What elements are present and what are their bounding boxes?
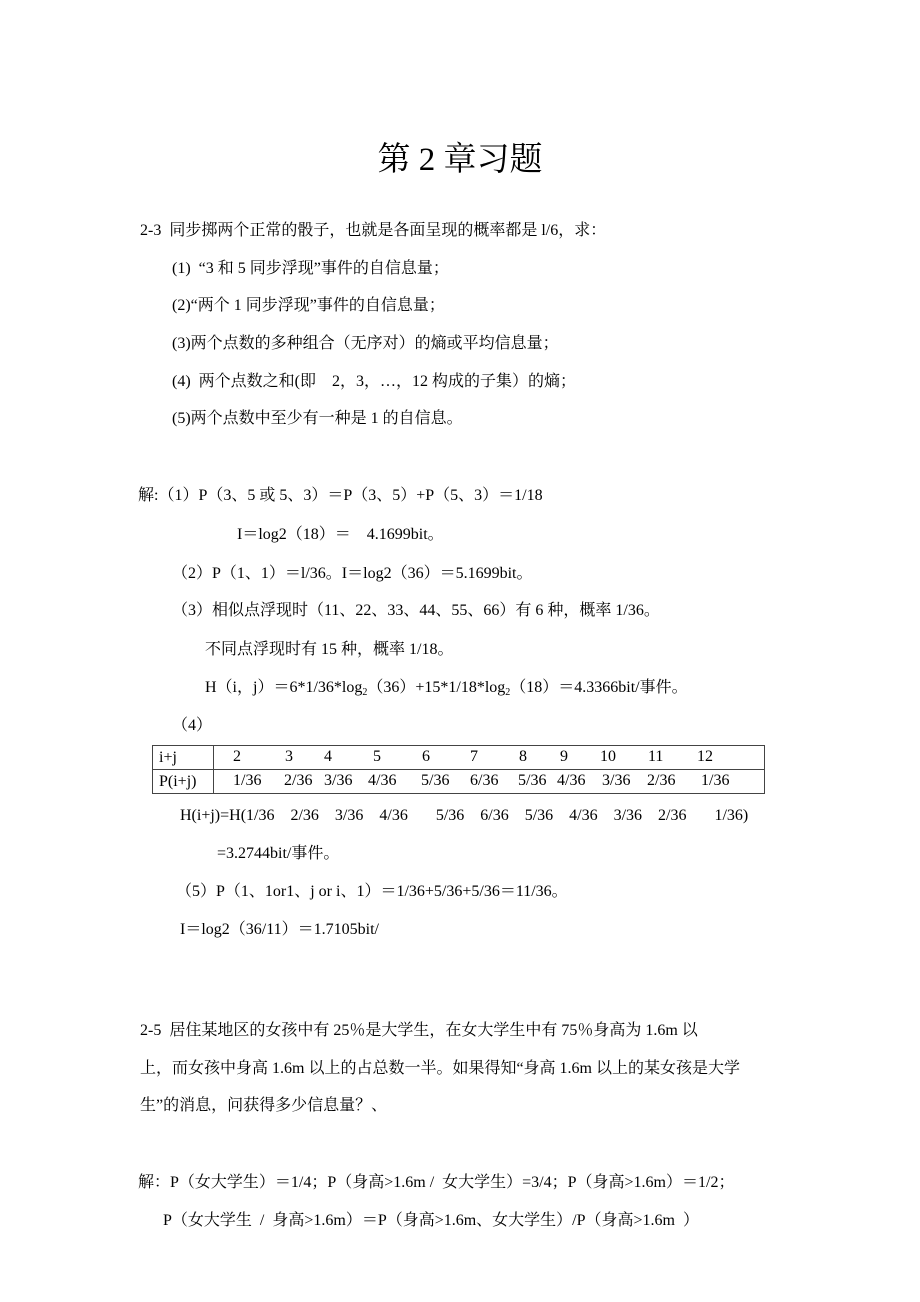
solution-line: 不同点浮现时有 15 种，概率 1/18。 [205, 641, 454, 658]
problem-item: (2)“两个 1 同步浮现”事件的自信息量； [172, 297, 445, 314]
formula-part: （36）+15*1/18*log [367, 679, 506, 696]
table-cell-sum: 5 [373, 748, 381, 765]
row-header: P(i+j) [153, 770, 214, 794]
table-cell-sum: 9 [560, 748, 568, 765]
solution-line: I＝log2（18）＝ 4.1699bit。 [237, 526, 444, 543]
page-title: 第 2 章习题 [377, 142, 543, 178]
subscript: 2 [362, 687, 368, 698]
table-row [153, 746, 765, 770]
solution-line: （2）P（1、1）＝l/36。I＝log2（36）＝5.1699bit。 [172, 565, 533, 582]
table-cell-sum: 11 [648, 748, 664, 765]
table-cell-sum: 7 [470, 748, 478, 765]
table-cell-prob: 2/36 [647, 772, 676, 789]
solution-2-5-line: 解：P（女大学生）＝1/4；P（身高>1.6m / 女大学生）=3/4；P（身高>1.6m）＝1/2； [138, 1174, 735, 1191]
solution-line: H(i+j)=H(1/36 2/36 3/36 4/36 5/36 6/36 5/36 4/36 3/36 2/36 1/36) [180, 807, 749, 824]
table-cell-sum: 2 [233, 748, 241, 765]
table-cell-sum: 12 [697, 748, 713, 765]
solution-line: I＝log2（36/11）＝1.7105bit/ [180, 921, 379, 938]
row-values [214, 770, 765, 794]
table-cell-prob: 5/36 [518, 772, 547, 789]
problem-2-5-line: 2-5 居住某地区的女孩中有 25％是大学生，在女大学生中有 75％身高为 1.6m 以 [140, 1022, 698, 1039]
table-cell-sum: 3 [285, 748, 293, 765]
table-cell-sum: 6 [422, 748, 430, 765]
solution-2-5-line: P（女大学生 / 身高>1.6m）＝P（身高>1.6m、女大学生）/P（身高>1.6m ） [163, 1212, 699, 1229]
row-header: i+j [153, 746, 214, 770]
table-cell-sum: 4 [324, 748, 332, 765]
formula-part: H（i，j）＝6*1/36*log [205, 679, 363, 696]
table-cell-prob: 3/36 [602, 772, 631, 789]
problem-item: (1) “3 和 5 同步浮现”事件的自信息量； [172, 260, 449, 277]
solution-line: =3.2744bit/事件。 [217, 845, 340, 862]
problem-2-5-line: 上，而女孩中身高 1.6m 以上的占总数一半。如果得知“身高 1.6m 以上的某女孩是大学 [140, 1060, 740, 1077]
table-cell-sum: 10 [600, 748, 616, 765]
problem-item: (5)两个点数中至少有一种是 1 的自信息。 [172, 410, 463, 427]
solution-line: （4） [172, 717, 213, 734]
table-cell-prob: 1/36 [233, 772, 262, 789]
problem-item: (4) 两个点数之和(即 2，3，…，12 构成的子集）的熵； [172, 373, 576, 390]
table-cell-prob: 5/36 [421, 772, 450, 789]
problem-2-5-line: 生”的消息，问获得多少信息量？、 [140, 1097, 388, 1114]
formula-part: （18）＝4.3366bit/事件。 [510, 679, 688, 696]
entropy-formula [205, 678, 688, 698]
subscript: 2 [505, 687, 511, 698]
table-cell-sum: 8 [519, 748, 527, 765]
row-values [214, 746, 765, 770]
solution-line: 解:（1）P（3、5 或 5、3）＝P（3、5）+P（5、3）＝1/18 [138, 487, 543, 504]
solution-line: （5）P（1、1or1、j or i、1）＝1/36+5/36+5/36＝11/36。 [176, 883, 568, 900]
table-row [153, 770, 765, 794]
table-cell-prob: 3/36 [324, 772, 353, 789]
probability-table [152, 745, 765, 794]
table-cell-prob: 1/36 [701, 772, 730, 789]
table-cell-prob: 6/36 [470, 772, 499, 789]
problem-item: (3)两个点数的多种组合（无序对）的熵或平均信息量； [172, 335, 559, 352]
table-cell-prob: 4/36 [557, 772, 586, 789]
problem-2-3-statement: 2-3 同步掷两个正常的骰子，也就是各面呈现的概率都是 l/6，求： [140, 222, 607, 239]
table-cell-prob: 4/36 [368, 772, 397, 789]
table-cell-prob: 2/36 [284, 772, 313, 789]
solution-line: （3）相似点浮现时（11、22、33、44、55、66）有 6 种，概率 1/36。 [172, 602, 660, 619]
